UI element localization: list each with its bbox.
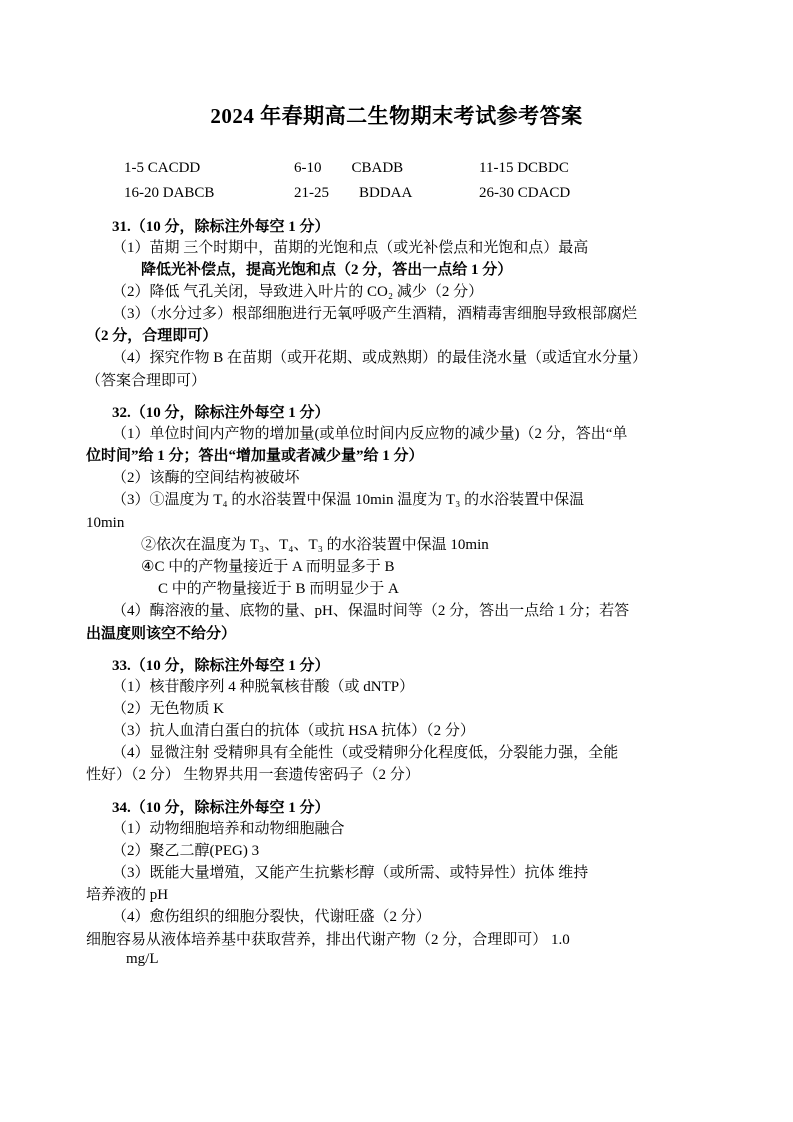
objective-answers-block — [124, 156, 707, 206]
answer-line: （2）该酶的空间结构被破坏 — [112, 470, 300, 487]
page-title: 2024 年春期高二生物期末考试参考答案 — [210, 104, 583, 128]
answer-line: （1）单位时间内产物的增加量(或单位时间内反应物的减少量)（2 分，答出“单 — [112, 425, 628, 442]
answer-line: （3）抗人血清白蛋白的抗体（或抗 HSA 抗体）（2 分） — [112, 723, 475, 740]
answer-line: （4）酶溶液的量、底物的量、pH、保温时间等（2 分，答出一点给 1 分；若答 — [112, 603, 630, 620]
answer-cell: 6-10 CBADB — [294, 160, 404, 176]
answer-line: ②依次在温度为 T₃、T₄、T₃ 的水浴装置中保温 10min — [141, 536, 489, 553]
answer-line: 位时间”给 1 分；答出“增加量或者减少量”给 1 分） — [86, 448, 424, 464]
answer-line: （答案合理即可） — [86, 372, 207, 389]
question-heading-33: 33.（10 分，除标注外每空 1 分） — [112, 657, 330, 674]
answer-line: （4）显微注射 受精卵具有全能性（或受精卵分化程度低，分裂能力强，全能 — [112, 745, 619, 762]
question-heading-34: 34.（10 分，除标注外每空 1 分） — [112, 799, 330, 816]
question-heading-31: 31.（10 分，除标注外每空 1 分） — [112, 218, 330, 235]
answer-line: （1）动物细胞培养和动物细胞融合 — [112, 820, 345, 837]
answer-line: （3）既能大量增殖，又能产生抗紫杉醇（或所需、或特异性）抗体 维持 — [112, 865, 589, 881]
answer-line: 培养液的 pH — [86, 887, 169, 904]
answer-line: （3）（水分过多）根部细胞进行无氧呼吸产生酒精，酒精毒害细胞导致根部腐烂 — [112, 306, 638, 323]
answer-line: 出温度则该空不给分） — [86, 625, 237, 642]
answer-line: （2 分，合理即可） — [86, 328, 218, 345]
answer-line: mg/L — [126, 950, 159, 967]
answer-line: 细胞容易从液体培养基中获取营养，排出代谢产物（2 分，合理即可） 1.0 — [86, 931, 570, 948]
answer-line: C 中的产物量接近于 B 而明显少于 A — [158, 581, 399, 598]
answer-line: （1）核苷酸序列 4 种脱氧核苷酸（或 dNTP） — [112, 678, 415, 695]
answer-line: （4）愈伤组织的细胞分裂快，代谢旺盛（2 分） — [112, 909, 431, 926]
answer-line: （2）降低 气孔关闭，导致进入叶片的 CO₂ 减少（2 分） — [112, 283, 484, 300]
answer-line: （4）探究作物 B 在苗期（或开花期、或成熟期）的最佳浇水量（或适宜水分量） — [112, 350, 648, 367]
answer-line: （2）聚乙二醇(PEG) 3 — [112, 842, 260, 859]
answer-cell: 1-5 CACDD — [124, 160, 201, 176]
answer-cell: 26-30 CDACD — [479, 184, 571, 201]
answer-cell: 11-15 DCBDC — [479, 160, 569, 176]
answer-line: 10min — [86, 514, 125, 531]
answer-line: （1）苗期 三个时期中，苗期的光饱和点（或光补偿点和光饱和点）最高 — [112, 239, 589, 256]
answer-line: （3）①温度为 T₄ 的水浴装置中保温 10min 温度为 T₃ 的水浴装置中保温 — [112, 492, 585, 509]
answer-line: 降低光补偿点，提高光饱和点（2 分，答出一点给 1 分） — [141, 261, 513, 278]
answer-line: （2）无色物质 K — [112, 700, 225, 717]
answer-cell: 21-25 BDDAA — [294, 184, 413, 201]
answer-line: ④C 中的产物量接近于 A 而明显多于 B — [141, 558, 395, 575]
answer-row — [124, 181, 707, 206]
question-heading-32: 32.（10 分，除标注外每空 1 分） — [112, 404, 330, 421]
answer-row — [124, 156, 707, 181]
answer-line: 性好）（2 分） 生物界共用一套遗传密码子（2 分） — [86, 767, 420, 784]
answer-cell: 16-20 DABCB — [124, 184, 215, 201]
